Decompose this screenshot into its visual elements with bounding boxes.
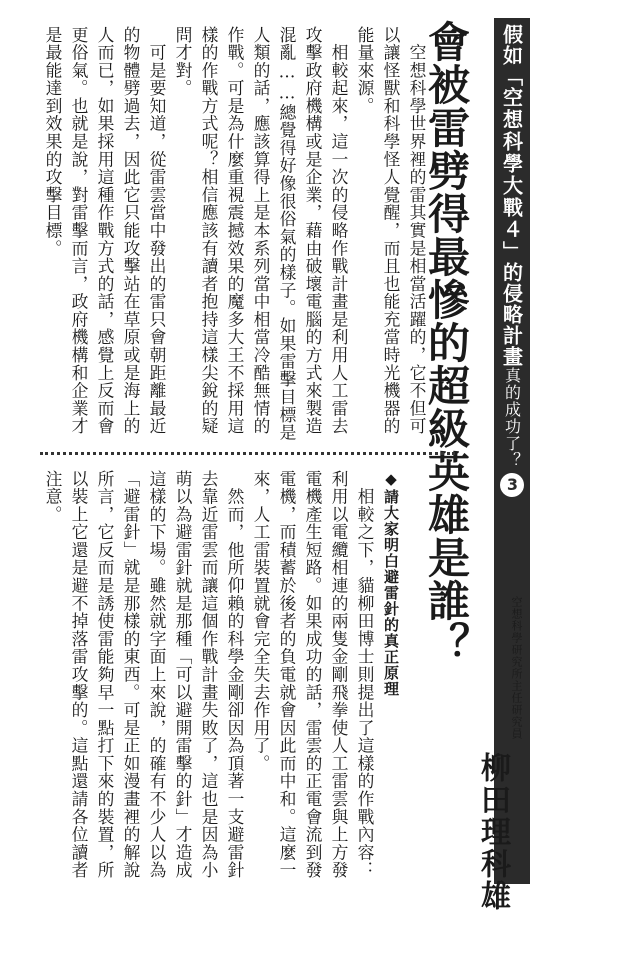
- body-line: 去靠近雷雲而讓這個作戰計畫失敗了，這也是因為小: [199, 470, 219, 880]
- body-line: 人而已，如果採用這種作戰方式的話，感覺上反而會: [95, 26, 115, 436]
- body-line: 的物體劈過去，因此它只能攻擊站在草原或是海上的: [121, 26, 141, 436]
- body-line: 更俗氣。也就是說，對雷擊而言，政府機構和企業才: [69, 26, 89, 436]
- body-line: 樣的作戰方式呢？相信應該有讀者抱持這樣尖銳的疑: [199, 26, 219, 436]
- body-line: 利用以電纜相連的兩隻金剛飛拳使人工雷雲與上方發: [329, 470, 349, 880]
- author-affiliation: 空想科學研究所主任研究員: [510, 596, 523, 740]
- body-line: 是最能達到效果的攻擊目標。: [43, 26, 63, 258]
- article-title: 會被雷劈得最慘的超級英雄是誰？: [422, 20, 471, 665]
- series-middle: 」的: [499, 241, 524, 283]
- body-line: 這樣的下場。雖然就字面上來說，的確有不少人以為: [147, 470, 167, 880]
- body-line: 以裝上它還是避不掉落雷攻擊的。這點還請各位讀者: [69, 470, 89, 880]
- body-line: 人類的話，應該算得上是本系列當中相當冷酷無情的: [251, 26, 271, 436]
- section-heading: ◆請大家明白避雷針的真正原理: [382, 470, 400, 697]
- body-line: 注意。: [43, 470, 63, 524]
- body-line: 電機，而積蓄於後者的負電就會因此而中和。這麼一: [277, 470, 297, 880]
- body-line: 作戰。可是為什麼重視震撼效果的魔多大王不採用這: [225, 26, 245, 436]
- top-body-text: [40, 26, 430, 446]
- author-name: 柳田理科雄: [475, 752, 510, 912]
- body-line: 攻擊政府機構或是企業，藉由破壞電腦的方式來製造: [303, 26, 323, 436]
- series-suffix: 真的成功了？: [502, 367, 522, 469]
- body-line: 空想科學世界裡的雷其實是相當活躍的，它不但可: [407, 26, 427, 436]
- body-line: 「避雷針」就是那樣的東西。可是正如漫畫裡的解說: [121, 470, 141, 880]
- series-bold: 侵略計畫: [499, 283, 524, 367]
- body-line: 來，人工雷裝置就會完全失去作用了。: [251, 470, 271, 773]
- body-line: 電機產生短路。如果成功的話，雷雲的正電會流到發: [303, 470, 323, 880]
- body-line: 然而，他所仰賴的科學金剛卻因為頂著一支避雷針: [225, 470, 245, 880]
- body-line: 以讓怪獸和科學怪人覺醒，而且也能充當時光機器的: [381, 26, 401, 436]
- section-divider: [40, 452, 455, 455]
- series-highlight: 空想科學大戰４: [499, 87, 524, 241]
- body-line: 相較起來，這一次的侵略作戰計畫是利用人工雷去: [329, 26, 349, 436]
- body-line: 萌以為避雷針就是那種「可以避開雷擊的針」才造成: [173, 470, 193, 880]
- body-line: 問才對。: [173, 26, 193, 98]
- body-line: 混亂……總覺得好像很俗氣的樣子。如果雷擊目標是: [277, 26, 297, 442]
- body-line: 所言，它反而是誘使雷能夠早一點打下來的裝置，所: [95, 470, 115, 880]
- bottom-body-text: [40, 470, 404, 910]
- series-number-badge: 3: [500, 473, 524, 497]
- body-line: 相較之下，貓柳田博士則提出了這樣的作戰內容：: [355, 470, 375, 880]
- body-line: 可是要知道，從雷雲當中發出的雷只會朝距離最近: [147, 26, 167, 436]
- series-prefix: 假如「: [499, 24, 524, 87]
- body-line: 能量來源。: [355, 26, 375, 115]
